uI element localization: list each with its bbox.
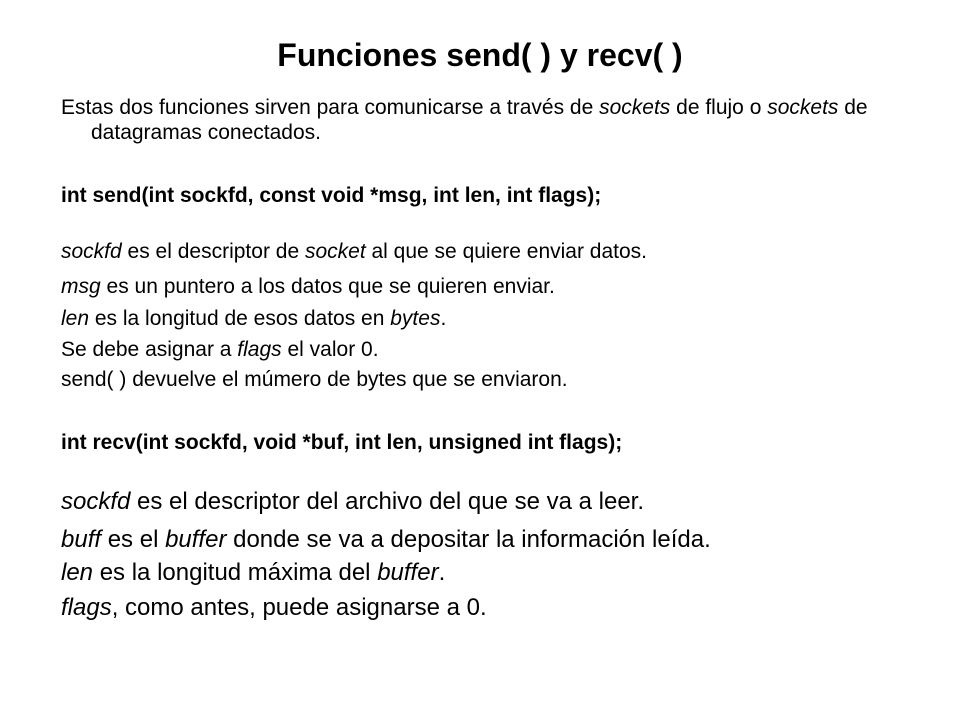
recv-param-buff [61,525,711,554]
param-text: es el [101,526,166,553]
slide-title: Funciones send( ) y recv( ) [277,37,683,73]
recv-param-sockfd [61,487,644,516]
param-text: Se debe asignar a [61,338,238,361]
param-term: bytes [390,307,441,330]
intro-line-1 [61,95,868,120]
param-text: . [438,559,446,586]
param-text: es la longitud de esos datos en [89,307,391,330]
intro-text: de flujo o [670,96,768,119]
param-text: es el descriptor del archivo del que se va a leer. [130,488,644,515]
param-term: buffer [377,559,439,586]
send-signature: int send(int sockfd, const void *msg, int len, int flags); [61,184,602,207]
param-text: al que se quiere enviar datos. [365,240,648,263]
param-text: send( ) devuelve el múmero de bytes que se enviaron. [61,368,568,391]
param-term: buffer [165,526,227,553]
param-term: sockfd [61,488,131,515]
intro-term: sockets [767,96,839,119]
param-text: , como antes, puede asignarse a 0. [111,594,487,621]
param-text: es la longitud máxima del [93,559,378,586]
param-term: flags [61,594,112,621]
param-text: es el descriptor de [121,240,305,263]
send-return-note [61,367,568,392]
recv-signature: int recv(int sockfd, void *buf, int len, unsigned int flags); [61,431,623,454]
param-text: el valor 0. [281,338,379,361]
recv-param-len [61,558,445,587]
param-term: buff [61,526,102,553]
send-param-flags [61,337,379,362]
intro-term: sockets [599,96,671,119]
param-term: socket [304,240,366,263]
intro-text: Estas dos funciones sirven para comunicarse a través de [61,96,600,119]
intro-line-2: datagramas conectados. [91,121,321,144]
send-param-len [61,306,446,331]
param-term: len [61,559,94,586]
send-param-sockfd [61,239,647,264]
param-term: len [61,307,90,330]
param-text: . [440,307,447,330]
param-term: msg [61,275,101,298]
param-term: flags [237,338,282,361]
param-text: es un puntero a los datos que se quieren enviar. [100,275,555,298]
recv-param-flags [61,593,487,622]
send-param-msg [61,274,555,299]
intro-text: de [838,96,868,119]
param-term: sockfd [61,240,122,263]
param-text: donde se va a depositar la información leída. [226,526,711,553]
